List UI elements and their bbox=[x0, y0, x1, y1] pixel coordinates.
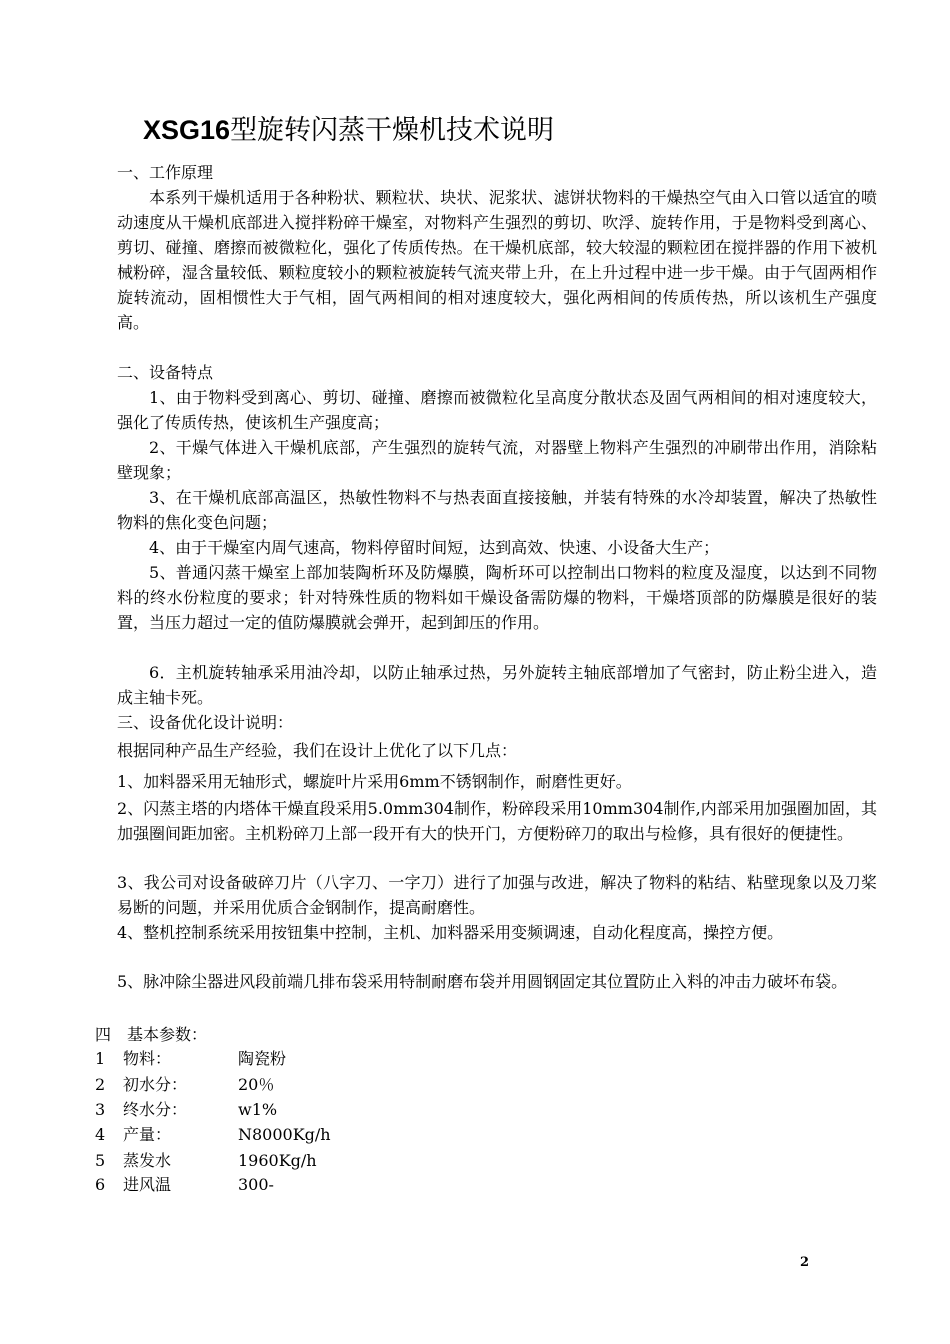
feature-item-2: 2、干燥气体进入干燥机底部，产生强烈的旋转气流，对器壁上物料产生强烈的冲刷带出作用，消除粘壁现象； bbox=[117, 438, 877, 482]
section-2-heading: 二、设备特点 bbox=[117, 363, 214, 382]
param-number: 4 bbox=[95, 1125, 106, 1144]
section-3-intro: 根据同种产品生产经验，我们在设计上优化了以下几点： bbox=[117, 741, 518, 760]
param-label: 物料： bbox=[123, 1049, 172, 1068]
optimization-item-2: 2、闪蒸主塔的内塔体干燥直段采用5.0mm304制作，粉碎段采用10mm304制作,内部采用加强圈加固，其加强圈间距加密。主机粉碎刀上部一段开有大的快开门，方便粉碎刀的取出与检修，具有很好的便捷性。 bbox=[117, 799, 877, 843]
param-number: 2 bbox=[95, 1075, 106, 1094]
param-value: 300- bbox=[238, 1175, 274, 1194]
param-number: 5 bbox=[95, 1151, 106, 1170]
param-label: 产量： bbox=[123, 1125, 172, 1144]
optimization-item-4: 4、整机控制系统采用按钮集中控制，主机、加料器采用变频调速，自动化程度高，操控方便。 bbox=[117, 923, 784, 942]
param-value: N8000Kg/h bbox=[238, 1125, 331, 1144]
section-1-body: 本系列干燥机适用于各种粉状、颗粒状、块状、泥浆状、滤饼状物料的干燥热空气由入口管以适宜的喷动速度从干燥机底部进入搅拌粉碎干燥室，对物料产生强烈的剪切、吹浮、旋转作用，于是物料受到离心、剪切、碰撞、磨擦而被微粒化，强化了传质传热。在干燥机底部，较大较湿的颗粒团在搅拌器的作用下被机械粉碎，湿含量较低、颗粒度较小的颗粒被旋转气流夹带上升，在上升过程中进一步干燥。由于气固两相作旋转流动，固相惯性大于气相，固气两相间的相对速度较大，强化两相间的传质传热，所以该机生产强度高。 bbox=[117, 188, 877, 332]
optimization-item-3: 3、我公司对设备破碎刀片（八字刀、一字刀）进行了加强与改进，解决了物料的粘结、粘壁现象以及刀桨易断的问题，并采用优质合金钢制作，提高耐磨性。 bbox=[117, 873, 877, 917]
param-number: 6 bbox=[95, 1175, 106, 1194]
param-value: 20％ bbox=[238, 1075, 275, 1094]
param-label: 蒸发水 bbox=[123, 1151, 172, 1170]
param-label: 进风温 bbox=[123, 1175, 172, 1194]
param-value: 陶瓷粉 bbox=[238, 1049, 287, 1068]
title-model: XSG16 bbox=[143, 115, 231, 145]
param-number: 1 bbox=[95, 1049, 106, 1068]
feature-item-5: 5、普通闪蒸干燥室上部加装陶析环及防爆膜，陶析环可以控制出口物料的粒度及湿度，以达到不同物料的终水份粒度的要求；针对特殊性质的物料如干燥设备需防爆的物料，干燥塔顶部的防爆膜是很好的装置，当压力超过一定的值防爆膜就会弹开，起到卸压的作用。 bbox=[117, 563, 877, 632]
param-label: 初水分： bbox=[123, 1075, 188, 1094]
title-text: 型旋转闪蒸干燥机技术说明 bbox=[230, 115, 555, 146]
param-label: 终水分： bbox=[123, 1100, 188, 1119]
section-1-heading: 一、工作原理 bbox=[117, 163, 214, 182]
page-number: 2 bbox=[800, 1255, 810, 1270]
feature-item-4: 4、由于干燥室内周气速高，物料停留时间短，达到高效、快速、小设备大生产； bbox=[149, 538, 720, 557]
feature-item-6: 6．主机旋转轴承采用油冷却，以防止轴承过热，另外旋转主轴底部增加了气密封，防止粉尘进入，造成主轴卡死。 bbox=[117, 663, 877, 707]
section-3-heading: 三、设备优化设计说明： bbox=[117, 713, 294, 732]
feature-item-3: 3、在干燥机底部高温区，热敏性物料不与热表面直接接触，并装有特殊的水冷却装置，解决了热敏性物料的焦化变色问题； bbox=[117, 488, 877, 532]
param-value: w1% bbox=[238, 1100, 278, 1119]
document-title bbox=[143, 112, 554, 149]
param-number: 3 bbox=[95, 1100, 106, 1119]
section-4-heading: 四 基本参数： bbox=[95, 1025, 208, 1044]
feature-item-1: 1、由于物料受到离心、剪切、碰撞、磨擦而被微粒化呈高度分散状态及固气两相间的相对速度较大，强化了传质传热，使该机生产强度高； bbox=[117, 388, 877, 432]
optimization-item-1: 1、加料器采用无轴形式，螺旋叶片采用6mm不锈钢制作，耐磨性更好。 bbox=[117, 772, 632, 791]
optimization-item-5: 5、脉冲除尘器进风段前端几排布袋采用特制耐磨布袋并用圆钢固定其位置防止入料的冲击力破坏布袋。 bbox=[117, 972, 848, 991]
param-value: 1960Kg/h bbox=[238, 1151, 317, 1170]
